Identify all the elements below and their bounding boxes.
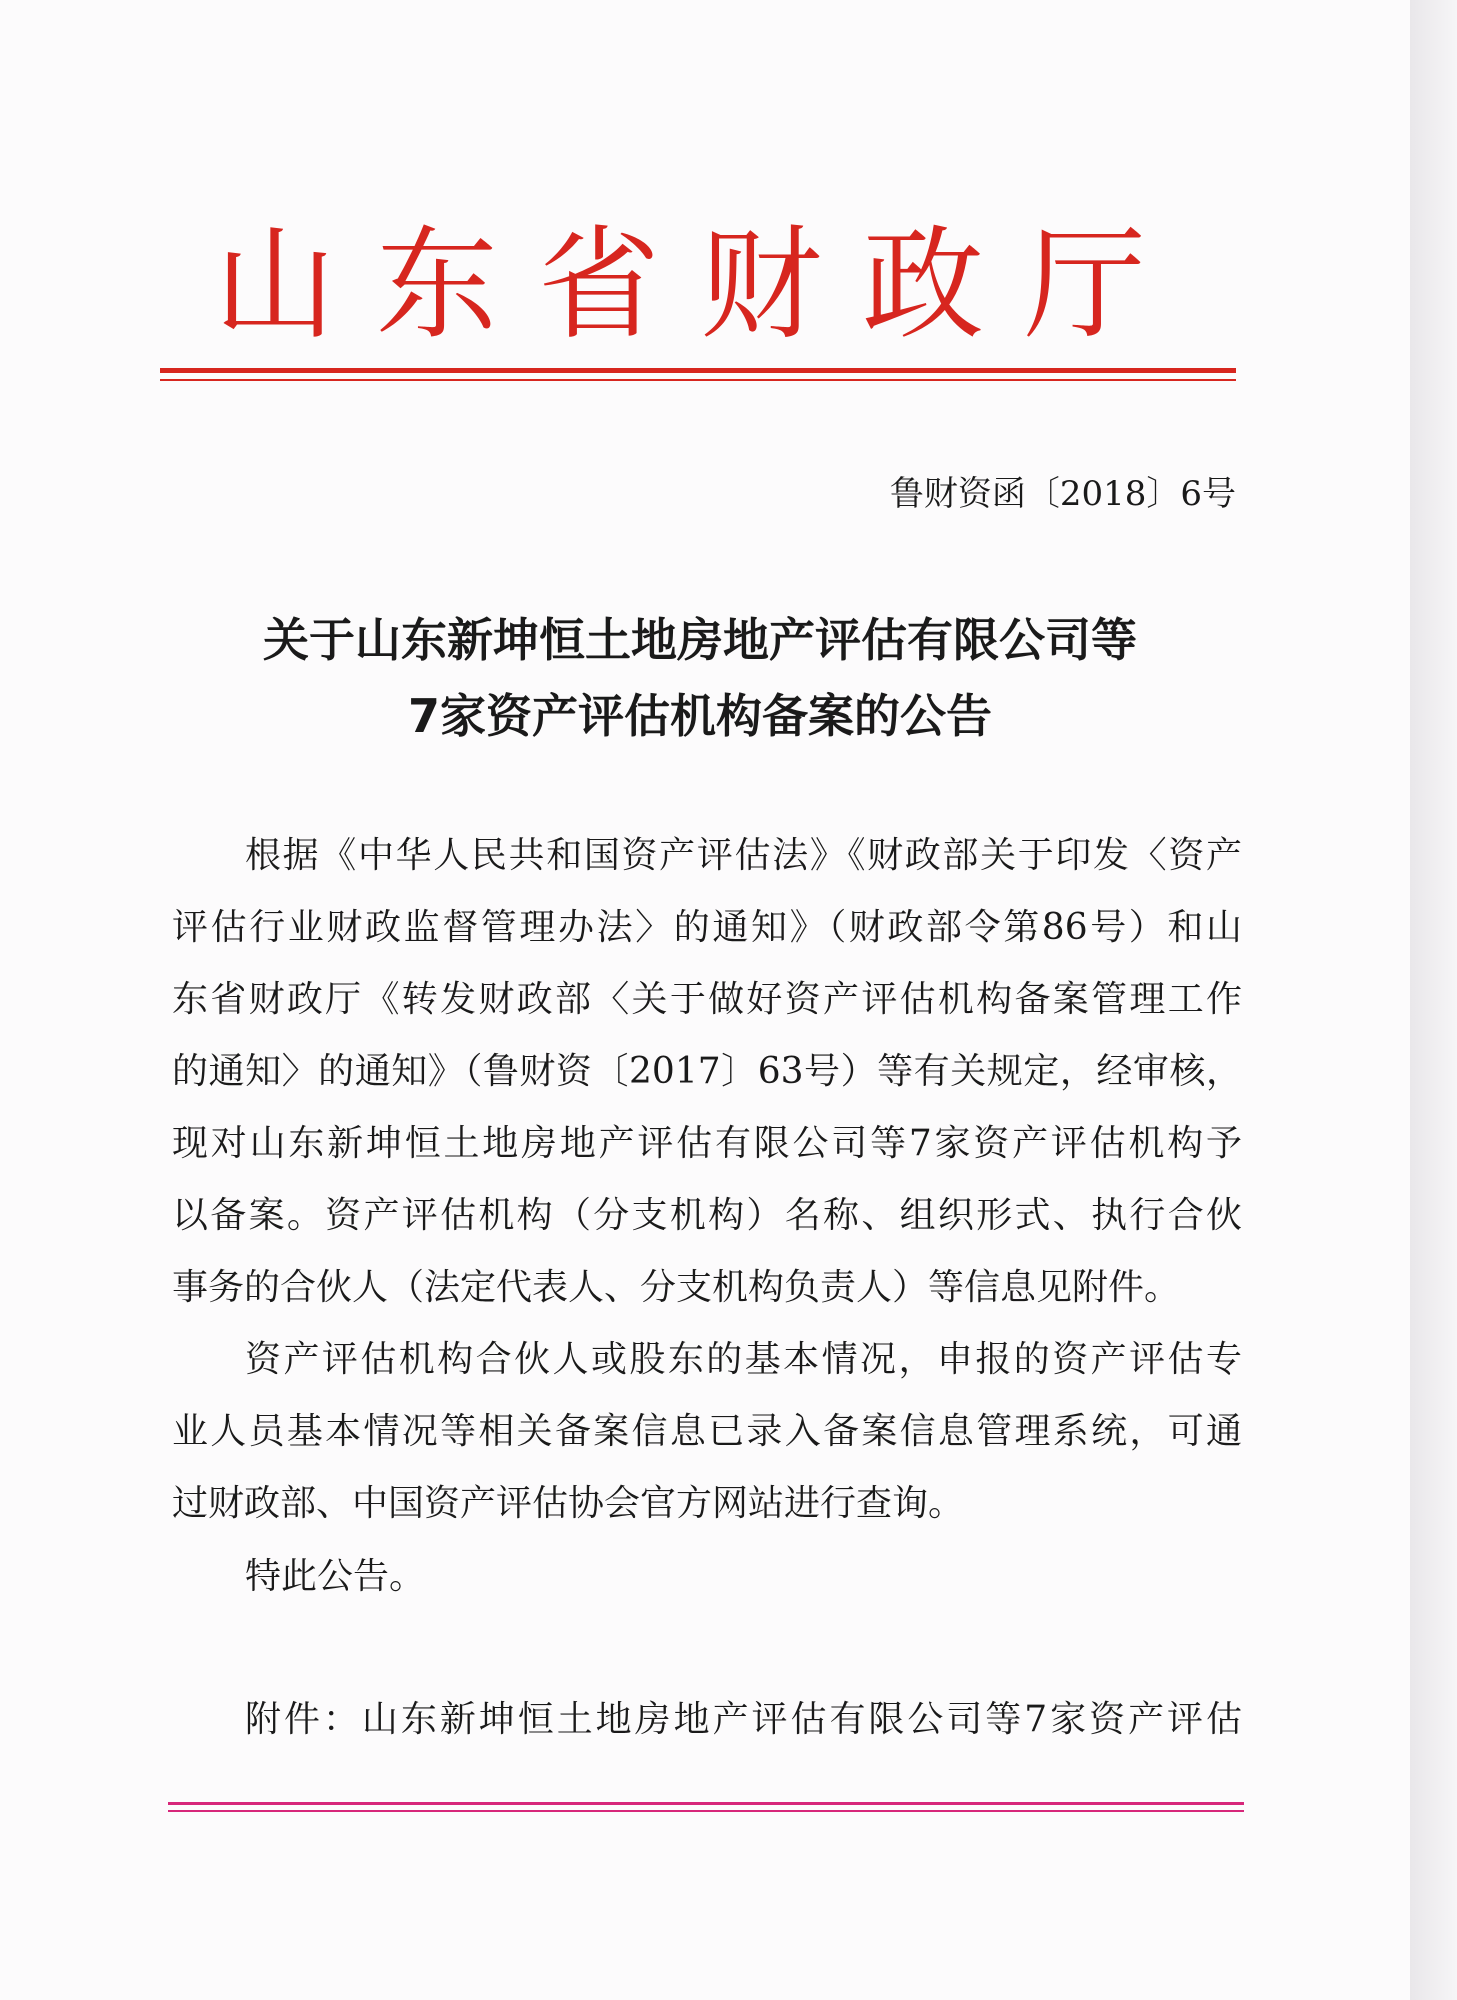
body-line: 过财政部、中国资产评估协会官方网站进行查询。 [172, 1483, 965, 1524]
body-line: 资产评估机构合伙人或股东的基本情况，申报的资产评估专 [245, 1339, 1242, 1380]
body-line: 业人员基本情况等相关备案信息已录入备案信息管理系统，可通 [172, 1411, 1242, 1452]
title-line-1: 关于山东新坤恒土地房地产评估有限公司等 [263, 613, 1137, 667]
header-rule-thin [160, 379, 1236, 381]
header-rule [160, 368, 1236, 373]
document-number: 鲁财资函〔2018〕6号 [889, 474, 1236, 514]
body-line: 评估行业财政监督管理办法〉的通知》（财政部令第86号）和山 [172, 907, 1242, 948]
footer-rule [168, 1802, 1244, 1805]
body-line: 事务的合伙人（法定代表人、分支机构负责人）等信息见附件。 [172, 1267, 1181, 1308]
closing-statement: 特此公告。 [245, 1556, 426, 1597]
agency-header: 山东省财政厅 [214, 214, 1186, 356]
body-line: 以备案。资产评估机构（分支机构）名称、组织形式、执行合伙 [172, 1195, 1242, 1236]
title-line-2: 7家资产评估机构备案的公告 [407, 689, 992, 743]
body-line: 根据《中华人民共和国资产评估法》《财政部关于印发〈资产 [245, 835, 1242, 876]
body-line: 的通知〉的通知》（鲁财资〔2017〕63号）等有关规定，经审核， [172, 1051, 1242, 1092]
body-line: 东省财政厅《转发财政部〈关于做好资产评估机构备案管理工作 [172, 979, 1242, 1020]
footer-rule-thin [168, 1810, 1244, 1812]
body-line: 现对山东新坤恒土地房地产评估有限公司等7家资产评估机构予 [172, 1123, 1242, 1164]
attachment-line: 附件：山东新坤恒土地房地产评估有限公司等7家资产评估 [245, 1699, 1242, 1740]
document-title [150, 602, 1250, 754]
scan-edge [1410, 0, 1457, 2000]
